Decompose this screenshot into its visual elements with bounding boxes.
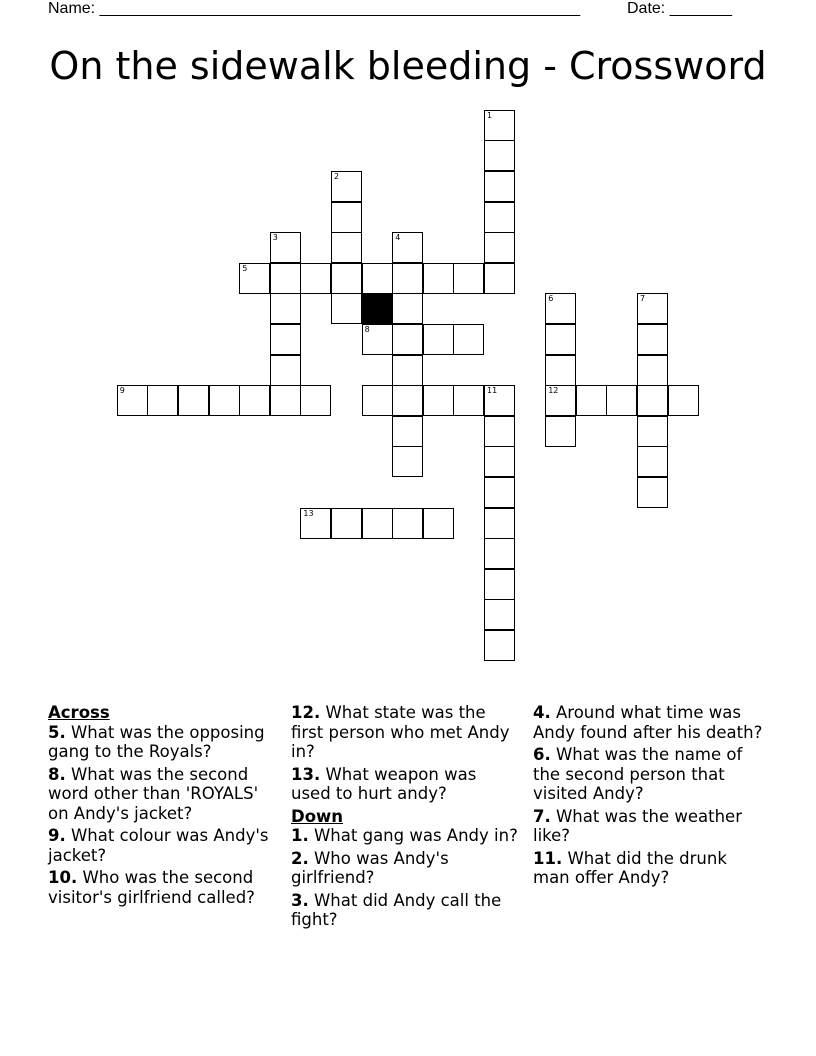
crossword-cell[interactable] bbox=[178, 385, 209, 416]
clue-number: 12 bbox=[548, 386, 559, 396]
down-clue: 7. What was the weather like? bbox=[533, 806, 742, 845]
down-clue: 1. What gang was Andy in? bbox=[291, 826, 518, 845]
crossword-cell[interactable] bbox=[392, 263, 423, 294]
clue-number: 8 bbox=[364, 325, 370, 334]
crossword-cell[interactable] bbox=[484, 508, 515, 539]
clue-number: 13 bbox=[303, 508, 314, 518]
across-heading: Across bbox=[48, 703, 110, 722]
down-clue: 11. What did the drunk man offer Andy? bbox=[533, 848, 727, 887]
crossword-cell[interactable] bbox=[209, 385, 240, 416]
crossword-cell[interactable] bbox=[331, 171, 362, 202]
crossword-cell[interactable] bbox=[362, 385, 393, 416]
crossword-cell[interactable] bbox=[362, 508, 393, 539]
crossword-cell[interactable] bbox=[484, 416, 515, 447]
crossword-cell[interactable] bbox=[270, 293, 301, 324]
clues-column-3 bbox=[533, 703, 763, 891]
crossword-cell[interactable] bbox=[545, 324, 576, 355]
crossword-cell[interactable] bbox=[331, 263, 362, 294]
crossword-cell[interactable] bbox=[239, 385, 270, 416]
clues-column-1 bbox=[48, 703, 278, 910]
down-clue: 6. What was the name of the second person that visited Andy? bbox=[533, 745, 743, 803]
crossword-cell[interactable] bbox=[270, 324, 301, 355]
crossword-cell[interactable] bbox=[484, 202, 515, 233]
crossword-cell[interactable] bbox=[484, 630, 515, 661]
clue-number: 9 bbox=[119, 386, 125, 396]
crossword-cell[interactable] bbox=[423, 263, 454, 294]
across-clue: 12. What state was the first person who met Andy in? bbox=[291, 703, 510, 761]
crossword-cell[interactable] bbox=[423, 508, 454, 539]
across-clue: 8. What was the second word other than 'ROYALS' on Andy's jacket? bbox=[48, 764, 259, 823]
crossword-cell[interactable] bbox=[453, 263, 484, 294]
crossword-cell[interactable] bbox=[453, 385, 484, 416]
crossword-cell[interactable] bbox=[484, 232, 515, 263]
across-clue: 9. What colour was Andy's jacket? bbox=[48, 826, 269, 865]
crossword-cell[interactable] bbox=[392, 293, 423, 324]
crossword-cell[interactable] bbox=[331, 202, 362, 233]
crossword-cell[interactable] bbox=[147, 385, 178, 416]
crossword-cell[interactable] bbox=[117, 385, 148, 416]
crossword-cell[interactable] bbox=[637, 293, 668, 324]
crossword-cell[interactable] bbox=[484, 140, 515, 171]
crossword-cell[interactable] bbox=[300, 263, 331, 294]
crossword-cell[interactable] bbox=[453, 324, 484, 355]
crossword-cell[interactable] bbox=[362, 324, 393, 355]
clue-number: 1 bbox=[487, 110, 493, 120]
crossword-cell[interactable] bbox=[606, 385, 637, 416]
crossword-cell[interactable] bbox=[484, 263, 515, 294]
crossword-cell[interactable] bbox=[545, 355, 576, 386]
crossword-cell[interactable] bbox=[637, 385, 668, 416]
crossword-cell[interactable] bbox=[331, 232, 362, 263]
crossword-cell[interactable] bbox=[362, 263, 393, 294]
down-heading: Down bbox=[291, 806, 344, 826]
across-clue: 13. What weapon was used to hurt andy? bbox=[291, 764, 477, 803]
crossword-cell[interactable] bbox=[270, 263, 301, 294]
clue-number: 2 bbox=[334, 172, 340, 181]
crossword-cell[interactable] bbox=[300, 385, 331, 416]
down-clue: 2. Who was Andy's girlfriend? bbox=[291, 848, 449, 887]
crossword-cell[interactable] bbox=[423, 324, 454, 355]
crossword-cell[interactable] bbox=[576, 385, 607, 416]
down-clue: 4. Around what time was Andy found after his death? bbox=[533, 703, 763, 742]
clue-number: 11 bbox=[487, 386, 498, 396]
crossword-cell[interactable] bbox=[300, 508, 331, 539]
crossword-cell[interactable] bbox=[392, 232, 423, 263]
across-clue: 5. What was the opposing gang to the Royals? bbox=[48, 722, 265, 761]
crossword-cell[interactable] bbox=[484, 538, 515, 569]
crossword-cell[interactable] bbox=[392, 416, 423, 447]
crossword-cell[interactable] bbox=[270, 355, 301, 386]
crossword-cell[interactable] bbox=[545, 293, 576, 324]
crossword-cell[interactable] bbox=[331, 293, 362, 324]
crossword-cell[interactable] bbox=[484, 446, 515, 477]
crossword-cell[interactable] bbox=[239, 263, 270, 294]
clue-number: 7 bbox=[640, 294, 646, 304]
crossword-cell[interactable] bbox=[637, 446, 668, 477]
crossword-cell[interactable] bbox=[484, 569, 515, 600]
crossword-cell[interactable] bbox=[484, 171, 515, 202]
clue-number: 6 bbox=[548, 294, 554, 304]
crossword-cell[interactable] bbox=[270, 385, 301, 416]
crossword-cell[interactable] bbox=[423, 385, 454, 416]
crossword-cell[interactable] bbox=[668, 385, 699, 416]
crossword-cell[interactable] bbox=[545, 416, 576, 447]
crossword-cell[interactable] bbox=[484, 477, 515, 508]
crossword-cell[interactable] bbox=[545, 385, 576, 416]
crossword-cell[interactable] bbox=[484, 110, 515, 141]
crossword-cell[interactable] bbox=[392, 385, 423, 416]
clue-number: 3 bbox=[272, 233, 278, 243]
crossword-cell[interactable] bbox=[637, 416, 668, 447]
crossword-cell[interactable] bbox=[392, 446, 423, 477]
crossword-cell[interactable] bbox=[392, 508, 423, 539]
crossword-cell[interactable] bbox=[392, 324, 423, 355]
clues-column-2 bbox=[291, 703, 521, 933]
name-field-label: Name: ______________________________________________________ bbox=[48, 0, 581, 17]
black-cell bbox=[362, 293, 393, 324]
crossword-cell[interactable] bbox=[392, 355, 423, 386]
crossword-cell[interactable] bbox=[637, 324, 668, 355]
crossword-cell[interactable] bbox=[637, 355, 668, 386]
crossword-cell[interactable] bbox=[637, 477, 668, 508]
crossword-cell[interactable] bbox=[270, 232, 301, 263]
crossword-cell[interactable] bbox=[484, 599, 515, 630]
down-clue: 3. What did Andy call the fight? bbox=[291, 890, 502, 929]
crossword-cell[interactable] bbox=[484, 385, 515, 416]
clue-number: 4 bbox=[395, 233, 401, 243]
clue-number: 5 bbox=[242, 263, 248, 273]
date-field-label: Date: _______ bbox=[627, 0, 732, 17]
across-clue: 10. Who was the second visitor's girlfriend called? bbox=[48, 868, 255, 907]
page-title: On the sidewalk bleeding - Crossword bbox=[49, 44, 767, 88]
crossword-cell[interactable] bbox=[331, 508, 362, 539]
